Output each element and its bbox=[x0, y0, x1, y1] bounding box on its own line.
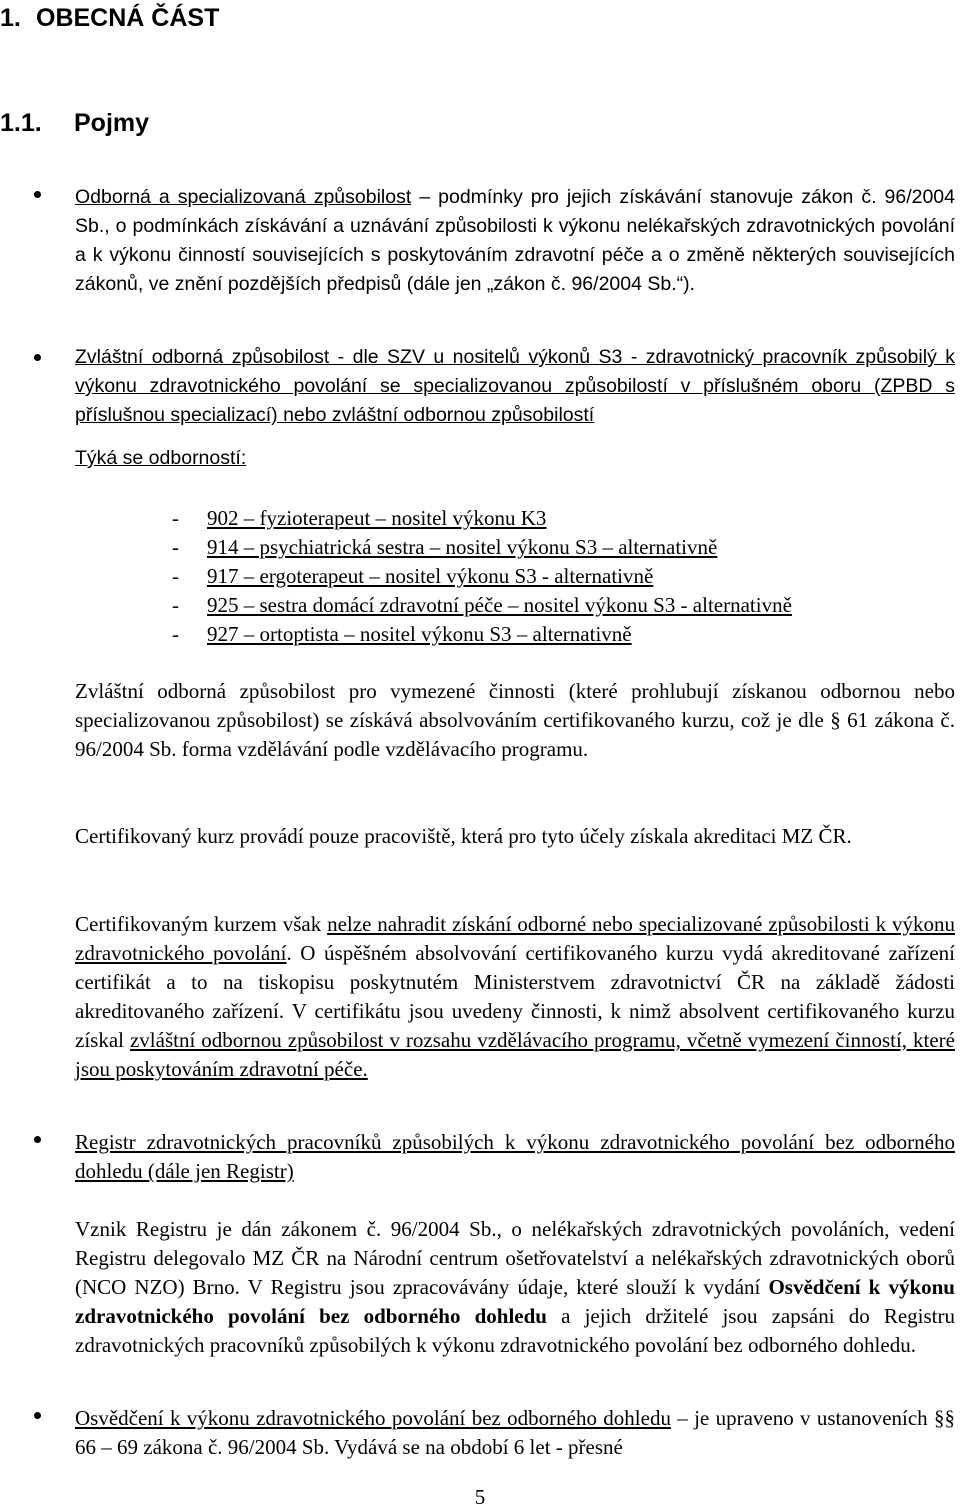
odbornost-item: - 914 – psychiatrická sestra – nositel výkonu S3 – alternativně bbox=[172, 535, 718, 559]
paragraph-certifikat: Certifikovaným kurzem však nelze nahradit získání odborné nebo specializované způsobilosti k výkonu zdravotnického povolání. O úspěšném absolvování certifikovaného kurzu vydá akreditované zařízení certifikát a to na tiskopisu poskytnutém Ministerstvem zdravotnictví ČR na základě žádosti akreditovaného zařízení. V certifikátu jsou uvedeny činnosti, k nimž absolvent certifikovaného kurzu získal zvláštní odbornou způsobilost v rozsahu vzdělávacího programu, včetně vymezení činností, které jsou poskytováním zdravotní péče. bbox=[75, 912, 955, 1081]
section-heading bbox=[0, 2, 219, 34]
item-odborna-zpusobilost bbox=[75, 183, 955, 299]
odbornosti-list bbox=[75, 504, 955, 649]
section-title: OBECNÁ ČÁST bbox=[36, 4, 220, 32]
paragraph-zvlastni-certifikovany-kurz: Zvláštní odborná způsobilost pro vymezené činnosti (které prohlubují získanou odbornou nebo specializovanou způsobilost) se získává absolvováním certifikovaného kurzu, což je dle § 61 zákona č. 96/2004 Sb. forma vzdělávání podle vzdělávacího programu. bbox=[75, 679, 955, 761]
subsection-heading bbox=[0, 107, 149, 139]
odbornost-item: - 917 – ergoterapeut – nositel výkonu S3 - alternativně bbox=[172, 564, 654, 588]
tyka-se-odbornosti: Týká se odborností: bbox=[75, 447, 247, 469]
section-number: 1. bbox=[0, 4, 21, 32]
item-osvedceni: Osvědčení k výkonu zdravotnického povolání bez odborného dohledu – je upraveno v ustanoveních §§ 66 – 69 zákona č. 96/2004 Sb. Vydává se na období 6 let - přesné bbox=[75, 1406, 955, 1459]
odbornost-item: - 902 – fyzioterapeut – nositel výkonu K3 bbox=[172, 506, 547, 530]
odborna-zpusobilost-text: – podmínky pro jejich získávání stanovuje zákon č. 96/2004 Sb., o podmínkách získávání a uznávání způsobilosti k výkonu nelékařských zdravotnických povolání a k výkonu činností souvisejících s poskytováním zdravotní péče a o změně některých souvisejících zákonů, ve znění pozdějších předpisů (dále jen „zákon č. 96/2004 Sb.“). bbox=[75, 186, 955, 295]
bullet-icon bbox=[34, 354, 41, 361]
odbornost-item: - 927 – ortoptista – nositel výkonu S3 – alternativně bbox=[172, 622, 632, 646]
bullet-icon bbox=[34, 1412, 41, 1419]
paragraph-akreditace: Certifikovaný kurz provádí pouze pracoviště, která pro tyto účely získala akreditaci MZ ČR. bbox=[75, 824, 852, 848]
subsection-number: 1.1. bbox=[0, 109, 42, 137]
registr-link[interactable]: Registr zdravotnických pracovníků způsobilých k výkonu zdravotnického povolání bez odborného dohledu (dále jen Registr) bbox=[75, 1130, 955, 1183]
subsection-title: Pojmy bbox=[74, 109, 150, 137]
osvedceni-link[interactable]: Osvědčení k výkonu zdravotnického povolání bez odborného dohledu bbox=[75, 1406, 671, 1430]
zvlastni-zpusobilost-intro[interactable]: Zvláštní odborná způsobilost - dle SZV u nositelů výkonů S3 - zdravotnický pracovník způsobilý k výkonu zdravotnického povolání se specializovanou způsobilostí v příslušném oboru (ZPBD s příslušnou specializací) nebo zvláštní odbornou způsobilostí bbox=[75, 346, 955, 426]
bullet-icon bbox=[34, 1136, 41, 1143]
item-registr bbox=[75, 1128, 955, 1186]
page-number: 5 bbox=[474, 1485, 486, 1509]
item-zvlastni-zpusobilost bbox=[75, 343, 955, 473]
odbornost-item: - 925 – sestra domácí zdravotní péče – nositel výkonu S3 - alternativně bbox=[172, 593, 792, 617]
bullet-icon bbox=[34, 191, 41, 198]
paragraph-registr: Vznik Registru je dán zákonem č. 96/2004 Sb., o nelékařských zdravotnických povoláních, vedení Registru delegovalo MZ ČR na Národní centrum ošetřovatelství a nelékařských zdravotnických oborů (NCO NZO) Brno. V Registru jsou zpracovávány údaje, které slouží k vydání Osvědčení k výkonu zdravotnického povolání bez odborného dohledu a jejich držitelé jsou zapsáni do Registru zdravotnických pracovníků způsobilých k výkonu zdravotnického povolání bez odborného dohledu. bbox=[75, 1217, 955, 1357]
odborna-zpusobilost-link[interactable]: Odborná a specializovaná způsobilost bbox=[75, 186, 412, 208]
